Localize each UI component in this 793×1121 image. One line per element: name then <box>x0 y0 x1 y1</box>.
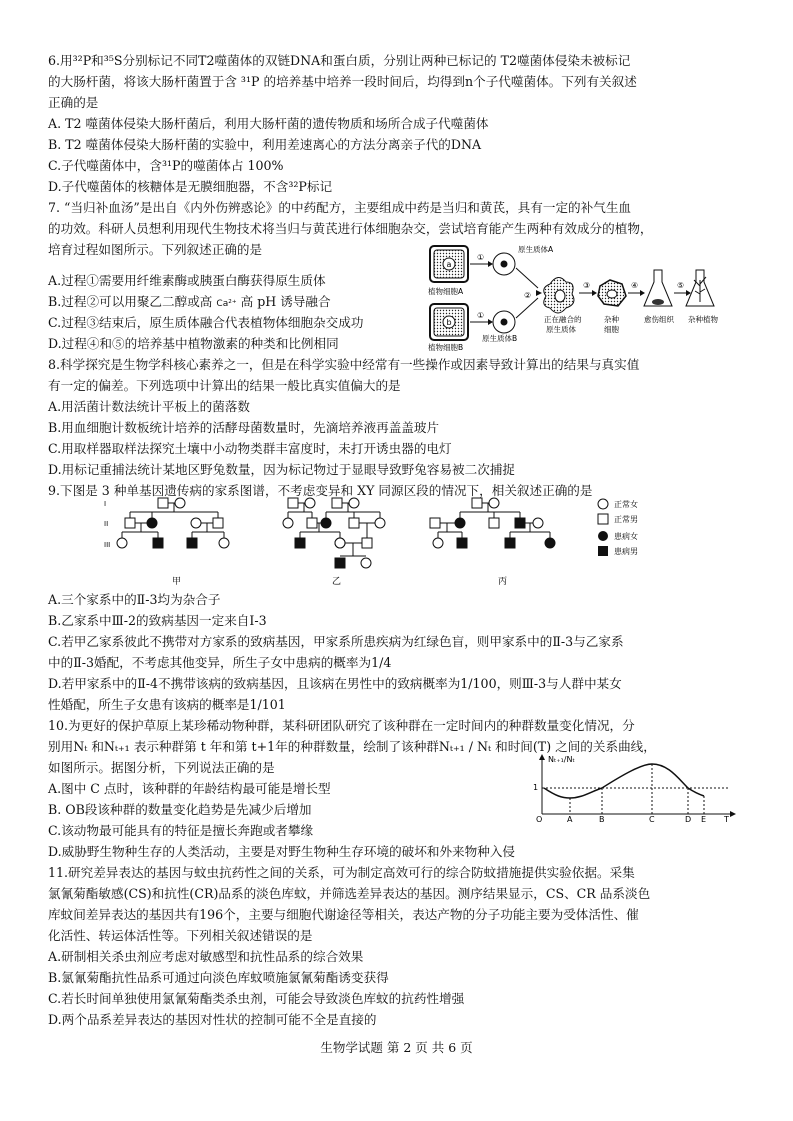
legend-affected-female: 患病女 <box>614 532 638 541</box>
fusing-label-1: 正在融合的 <box>544 315 582 324</box>
step-1b: ① <box>477 311 485 320</box>
q11-stem-line-1: 11.研究差异表达的基因与蚊虫抗药性之间的关系，可为制定高效可行的综合防蚊措施提供实验依据。采集 <box>48 865 635 880</box>
q9-pedigree-figure <box>100 492 700 592</box>
q10-option-d: D.威胁野生物种生存的人类活动，主要是对野生物种生存环境的破坏和外来物种入侵 <box>48 844 516 859</box>
callus-label: 愈伤组织 <box>644 315 674 324</box>
protoplast-b-label: 原生质体B <box>482 334 518 343</box>
graph-curve <box>544 764 704 798</box>
step-1a: ① <box>477 253 485 262</box>
q6-option-b: B. T2 噬菌体侵染大肠杆菌的实验中，利用差速离心的方法分离亲子代的DNA <box>48 137 482 152</box>
hybrid-plant-label: 杂种植物 <box>688 315 718 324</box>
q7-option-b-text: B.过程②可以用聚乙二醇或高 <box>48 294 213 309</box>
plant-cell-a-label: 植物细胞A <box>428 287 464 296</box>
hybrid-cell-label-2: 细胞 <box>604 325 619 334</box>
q6-option-d: D.子代噬菌体的核糖体是无膜细胞器，不含³²P标记 <box>48 179 333 194</box>
q10-stem-line-1: 10.为更好的保护草原上某珍稀动物种群，某科研团队研究了该种群在一定时间内的种群数量变化情况，分 <box>48 718 635 733</box>
hybrid-cell-label-1: 杂种 <box>604 315 619 324</box>
q11-option-c: C.若长时间单独使用氯氰菊酯类杀虫剂，可能会导致淡色库蚊的抗药性增强 <box>48 991 465 1006</box>
q6-stem-line-3: 正确的是 <box>48 95 99 110</box>
q9-option-a: A.三个家系中的Ⅱ-3均为杂合子 <box>48 592 221 607</box>
q11-stem-line-4: 化活性、转运体活性等。下列相关叙述错误的是 <box>48 928 313 943</box>
q7-option-b <box>48 293 331 313</box>
pedigree-jia <box>117 498 229 548</box>
q6-stem-line-1: 6.用³²P和³⁵S分别标记不同T2噬菌体的双链DNA和蛋白质，分别让两种已标记的 T2噬菌体侵染未被标记 <box>48 53 631 68</box>
graph-tick-o: O <box>536 815 543 822</box>
nucleus-b-label: b <box>446 318 452 327</box>
q11-option-a: A.研制相关杀虫剂应考虑对敏感型和抗性品系的综合效果 <box>48 949 364 964</box>
legend-normal-female: 正常女 <box>614 500 638 509</box>
gen-label-i: I <box>104 500 107 508</box>
pedigree-caption-bing: 丙 <box>498 577 508 587</box>
q7-stem-line-3: 培育过程如图所示。下列叙述正确的是 <box>48 242 263 257</box>
q7-option-b-ion: Ca²⁺ <box>216 299 237 309</box>
q10-stem-line-3: 如图所示。据图分析，下列说法正确的是 <box>48 760 275 775</box>
q6-option-a: A. T2 噬菌体侵染大肠杆菌后，利用大肠杆菌的遗传物质和场所合成子代噬菌体 <box>48 116 489 131</box>
q7-option-b-tail: 高 pH 诱导融合 <box>240 294 331 309</box>
graph-tick-e: E <box>701 815 707 822</box>
q8-option-a: A.用活菌计数法统计平板上的菌落数 <box>48 399 251 414</box>
q8-option-b: B.用血细胞计数板统计培养的活酵母菌数量时，先滴培养液再盖盖玻片 <box>48 420 440 435</box>
plant-cell-b-label: 植物细胞B <box>428 343 464 352</box>
step-4: ④ <box>631 281 639 290</box>
gen-label-iii: III <box>104 541 111 549</box>
pedigree-legend <box>598 499 638 556</box>
q7-option-d: D.过程④和⑤的培养基中植物激素的种类和比例相同 <box>48 336 339 351</box>
graph-tick-c: C <box>649 815 655 822</box>
q11-option-d: D.两个品系差异表达的基因对性状的控制可能不全是直接的 <box>48 1012 377 1027</box>
pedigree-yi <box>283 498 385 568</box>
q11-stem-line-3: 库蚊间差异表达的基因共有196个，主要与细胞代谢途径等相关，表达产物的分子功能主要为受体活性、催 <box>48 907 639 922</box>
graph-tick-b: B <box>599 815 605 822</box>
graph-one-label: 1 <box>533 783 539 792</box>
page-footer: 生物学试题 第 2 页 共 6 页 <box>320 1040 473 1055</box>
protoplast-a-label: 原生质体A <box>518 245 554 254</box>
graph-ylabel: Nₜ₊₁/Nₜ <box>548 755 575 764</box>
q10-stem-line-2: 别用Nₜ 和Nₜ₊₁ 表示种群第 t 年和第 t+1年的种群数量，绘制了该种群Nₜ₊₁ / Nₜ 和时间(T) 之间的关系曲线， <box>48 739 656 754</box>
fusing-label-2: 原生质体 <box>546 325 576 334</box>
legend-affected-male: 患病男 <box>614 547 638 556</box>
step-2: ② <box>524 291 532 300</box>
q11-stem-line-2: 氯氰菊酯敏感(CS)和抗性(CR)品系的淡色库蚊，并筛选差异表达的基因。测序结果显示，CS、CR 品系淡色 <box>48 886 651 901</box>
legend-normal-male: 正常男 <box>614 515 638 524</box>
q7-somatic-hybrid-figure <box>424 240 724 352</box>
step-5: ⑤ <box>677 281 685 290</box>
q9-option-b: B.乙家系中Ⅲ-2的致病基因一定来自Ⅰ-3 <box>48 613 267 628</box>
q10-option-b: B. OB段该种群的数量变化趋势是先减少后增加 <box>48 802 312 817</box>
q10-option-a: A.图中 C 点时，该种群的年龄结构最可能是增长型 <box>48 781 331 796</box>
q10-option-c: C.该动物最可能具有的特征是擅长奔跑或者攀缘 <box>48 823 314 838</box>
q9-option-d-line-1: D.若甲家系中的Ⅱ-4不携带该病的致病基因，且该病在男性中的致病概率为1/100，则Ⅲ-3与人群中某女 <box>48 676 622 691</box>
q9-option-c-line-2: 中的Ⅱ-3婚配，不考虑其他变异，所生子女中患病的概率为1/4 <box>48 655 392 670</box>
q11-option-b: B.氯氰菊酯抗性品系可通过向淡色库蚊喷施氯氰菊酯诱变获得 <box>48 970 389 985</box>
q7-option-a: A.过程①需要用纤维素酶或胰蛋白酶获得原生质体 <box>48 273 326 288</box>
graph-tick-d: D <box>685 815 692 822</box>
q7-stem-line-1: 7. “当归补血汤”是出自《内外伤辨惑论》的中药配方，主要组成中药是当归和黄芪，具有一定的补气生血 <box>48 200 632 215</box>
q8-option-d: D.用标记重捕法统计某地区野兔数量，因为标记物过于显眼导致野兔容易被二次捕捉 <box>48 462 516 477</box>
pedigree-bing <box>430 498 555 548</box>
q9-option-d-line-2: 性婚配，所生子女患有该病的概率是1/101 <box>48 697 286 712</box>
graph-tick-t: T <box>724 815 729 822</box>
q10-ratio-curve-graph <box>528 752 738 822</box>
gen-label-ii: II <box>104 520 109 528</box>
q9-option-c-line-1: C.若甲乙家系彼此不携带对方家系的致病基因，甲家系所患疾病为红绿色盲，则甲家系中的Ⅱ-3与乙家系 <box>48 634 624 649</box>
q8-stem-line-2: 有一定的偏差。下列选项中计算出的结果一般比真实值偏大的是 <box>48 378 401 393</box>
q6-option-c: C.子代噬菌体中，含³¹P的噬菌体占 100% <box>48 158 284 173</box>
step-3: ③ <box>583 281 591 290</box>
graph-tick-a: A <box>567 815 573 822</box>
q8-option-c: C.用取样器取样法探究土壤中小动物类群丰富度时，未打开诱虫器的电灯 <box>48 441 452 456</box>
q9-stem: 9.下图是 3 种单基因遗传病的家系图谱，不考虑变异和 XY 同源区段的情况下，相关叙述正确的是 <box>48 483 593 498</box>
q6-stem-line-2: 的大肠杆菌，将该大肠杆菌置于含 ³¹P 的培养基中培养一段时间后，均得到n个子代噬菌体。下列有关叙述 <box>48 74 637 89</box>
q8-stem-line-1: 8.科学探究是生物学科核心素养之一，但是在科学实验中经常有一些操作或因素导致计算出的结果与真实值 <box>48 357 640 372</box>
pedigree-caption-yi: 乙 <box>332 577 342 587</box>
nucleus-a-label: a <box>446 260 452 269</box>
q7-stem-line-2: 的功效。科研人员想利用现代生物技术将当归与黄芪进行体细胞杂交，尝试培育能产生两种有效成分的植物， <box>48 221 653 236</box>
pedigree-caption-jia: 甲 <box>172 577 182 587</box>
q7-option-c: C.过程③结束后，原生质体融合代表植物体细胞杂交成功 <box>48 315 364 330</box>
